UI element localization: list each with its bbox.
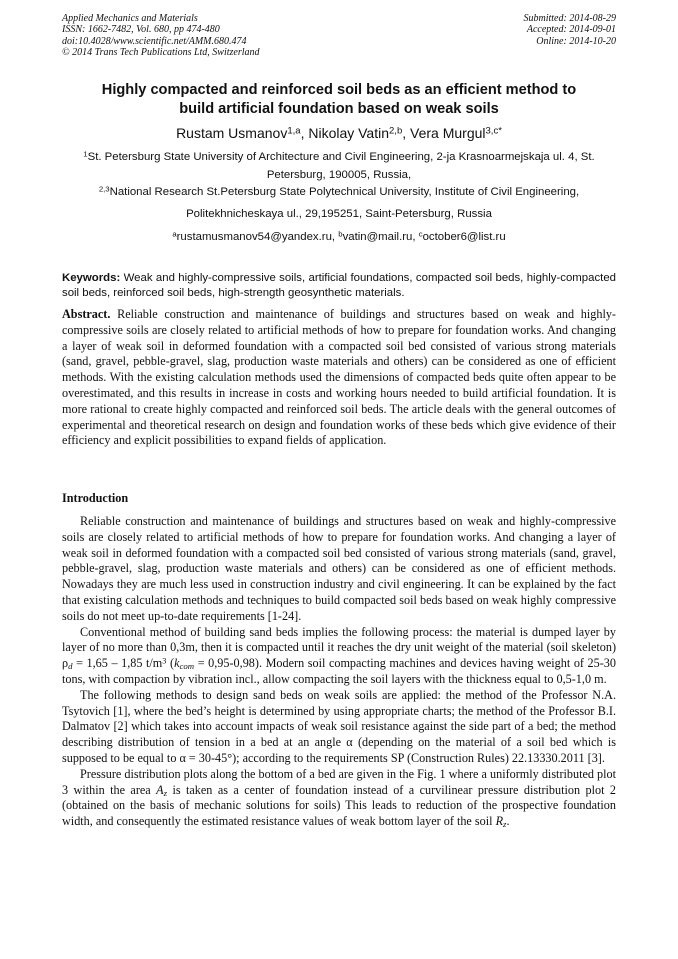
paragraph-text: ( [166,656,175,671]
author-superscript: 2,b [389,125,403,137]
accepted-date: Accepted: 2014-09-01 [526,24,616,36]
email-superscript: a [172,229,177,239]
affiliation-text: St. Petersburg State University of Architecture and Civil Engineering, 2-ja Krasnoarmejskaja ul. 4, St. Petersburg, 190005, Russia, [87,151,595,181]
introduction-body [62,514,616,830]
paragraph-text: = 0,95-0,98). Modern soil compacting machines and devices having weight of 25-30 tons, with compaction by vibration incl., allow compacting the soil layers with the thickness equal to 0,5-1,0 m. [62,656,616,686]
abstract-label: Abstract. [62,307,111,321]
math-symbol: A [156,782,164,797]
title-line-2: build artificial foundation based on weak soils [179,101,499,117]
paragraph: Reliable construction and maintenance of buildings and structures based on weak and highly-compressive soils are closely related to artificial methods of how to prepare for foundation works. And changing a layer of weak soil in deformed foundation with a compacted soil bed consisted of various strong materials (sand, gravel, pebble-gravel, slag, production waste materials and others) can be considered as one of efficient methods. Nowadays they are much less used in construction industry and civil engineering. It can be explained by the fact that existing calculation methods and techniques to build compacted soil beds based on weak highly compressive soils do not meet up-to-date requirements [1-24]. [62,514,616,623]
journal-header [62,13,362,58]
submitted-date: Submitted: 2014-08-29 [523,13,616,24]
affiliation-superscript: 2,3 [98,184,110,194]
affiliation-text: National Research St.Petersburg State Polytechnical University, Institute of Civil Engineering, [109,186,580,198]
email-link[interactable]: rustamusmanov54@yandex.ru, [176,231,339,243]
journal-name: Applied Mechanics and Materials [62,13,198,24]
paragraph [62,625,616,688]
paragraph-text: = 1,65 – 1,85 t/m [72,656,163,671]
author-name: Vera Murgul [410,125,486,141]
paragraph-text: . [506,814,510,829]
paragraph [62,767,616,830]
affiliation-address: Politekhnicheskaya ul., 29,195251, Saint-Petersburg, Russia [186,207,492,220]
author-emails [62,229,616,247]
affiliation-superscript: 1 [83,149,88,159]
paragraph-text: is taken as a center of foundation instead of a curvilinear pressure distribution plot 2 (obtained on the basis of mechanic solutions for soils) This leads to reduction of the prospective foundation width, and consequently the estimated resistance values of weak bottom layer of the soil [62,782,616,829]
math-symbol: R [495,814,504,829]
subscript: z [163,787,168,798]
author-list [62,124,616,142]
author-name: Nikolay Vatin [308,125,390,141]
subscript: d [68,661,73,672]
keywords-label: Keywords: [62,272,121,284]
email-superscript: c [418,229,423,239]
journal-copyright: © 2014 Trans Tech Publications Ltd, Switzerland [62,46,260,58]
email-link[interactable]: october6@list.ru [422,231,506,243]
affiliation-1 [62,149,616,184]
online-date: Online: 2014-10-20 [536,35,616,47]
keywords-text: Weak and highly-compressive soils, artificial foundations, compacted soil beds, highly-compacted soil beds, reinforced soil beds, high-strength geosynthetic materials. [62,272,616,299]
paragraph-text: Conventional method of building sand beds implies the following process: the material is dumped layer by layer of no more than 0,3m, then it is compacted until it reaches the dry unit weight of the material (soil skeleton) ρ [62,624,616,671]
title-line-1: Highly compacted and reinforced soil beds as an efficient method to [101,82,577,98]
email-superscript: b [338,229,343,239]
dates-header [416,13,616,47]
journal-issn: ISSN: 1662-7482, Vol. 680, pp 474-480 [62,24,220,36]
author-superscript: 1,a [287,125,301,137]
math-symbol: k [174,656,180,671]
paragraph: The following methods to design sand beds on weak soils are applied: the method of the Professor N.A. Tsytovich [1], where the bed’s height is determined by using appropriate charts; the method of the Professor B.I. Dalmatov [2] which takes into account impacts of weak soil resistance against the side part of a bed; the method describing distribution of tension in a bed at an angle α (depending on the material of a soil bed which is supposed to be equal to α = 30-45°); according to the requirements SP (Construction Rules) 22.13330.2011 [3]. [62,687,616,765]
paragraph-text: Pressure distribution plots along the bottom of a bed are given in the Fig. 1 where a uniformly distributed plot 3 within the area [62,766,616,797]
journal-doi[interactable]: doi:10.4028/www.scientific.net/AMM.680.474 [62,35,247,47]
author-superscript: 3,c* [485,125,502,137]
keywords-section [62,271,616,301]
email-link[interactable]: vatin@mail.ru, [342,231,419,243]
abstract-text: Reliable construction and maintenance of buildings and structures based on weak and highly-compressive soils are closely related to artificial methods of how to prepare for foundation works. And changing a layer of weak soil in deformed foundation with a compacted soil bed consisted of various strong materials (sand, gravel, pebble-gravel, slag, production waste materials and others) can be considered as one of efficient methods. With the existing calculation methods used the dimensions of compacted beds quite often appear to be overestimated, and this results in increase in costs and working hours needed to build artificial foundation. It is more rational to create highly compacted and reinforced soil beds. The article deals with the general outcomes of experimental and theoretical research on design and foundation works of these beds which give evidence of their efficiency and explicit possibilities to expand fields of application. [62,307,616,448]
subscript: z [503,819,507,830]
author-name: Rustam Usmanov [176,125,288,141]
paper-title [62,81,616,119]
subscript: com [179,661,195,672]
affiliation-2 [62,184,616,223]
abstract-section [62,307,616,449]
superscript: 3 [162,656,167,666]
author-separator: , [402,125,411,141]
introduction-heading: Introduction [62,491,129,505]
author-separator: , [300,125,309,141]
